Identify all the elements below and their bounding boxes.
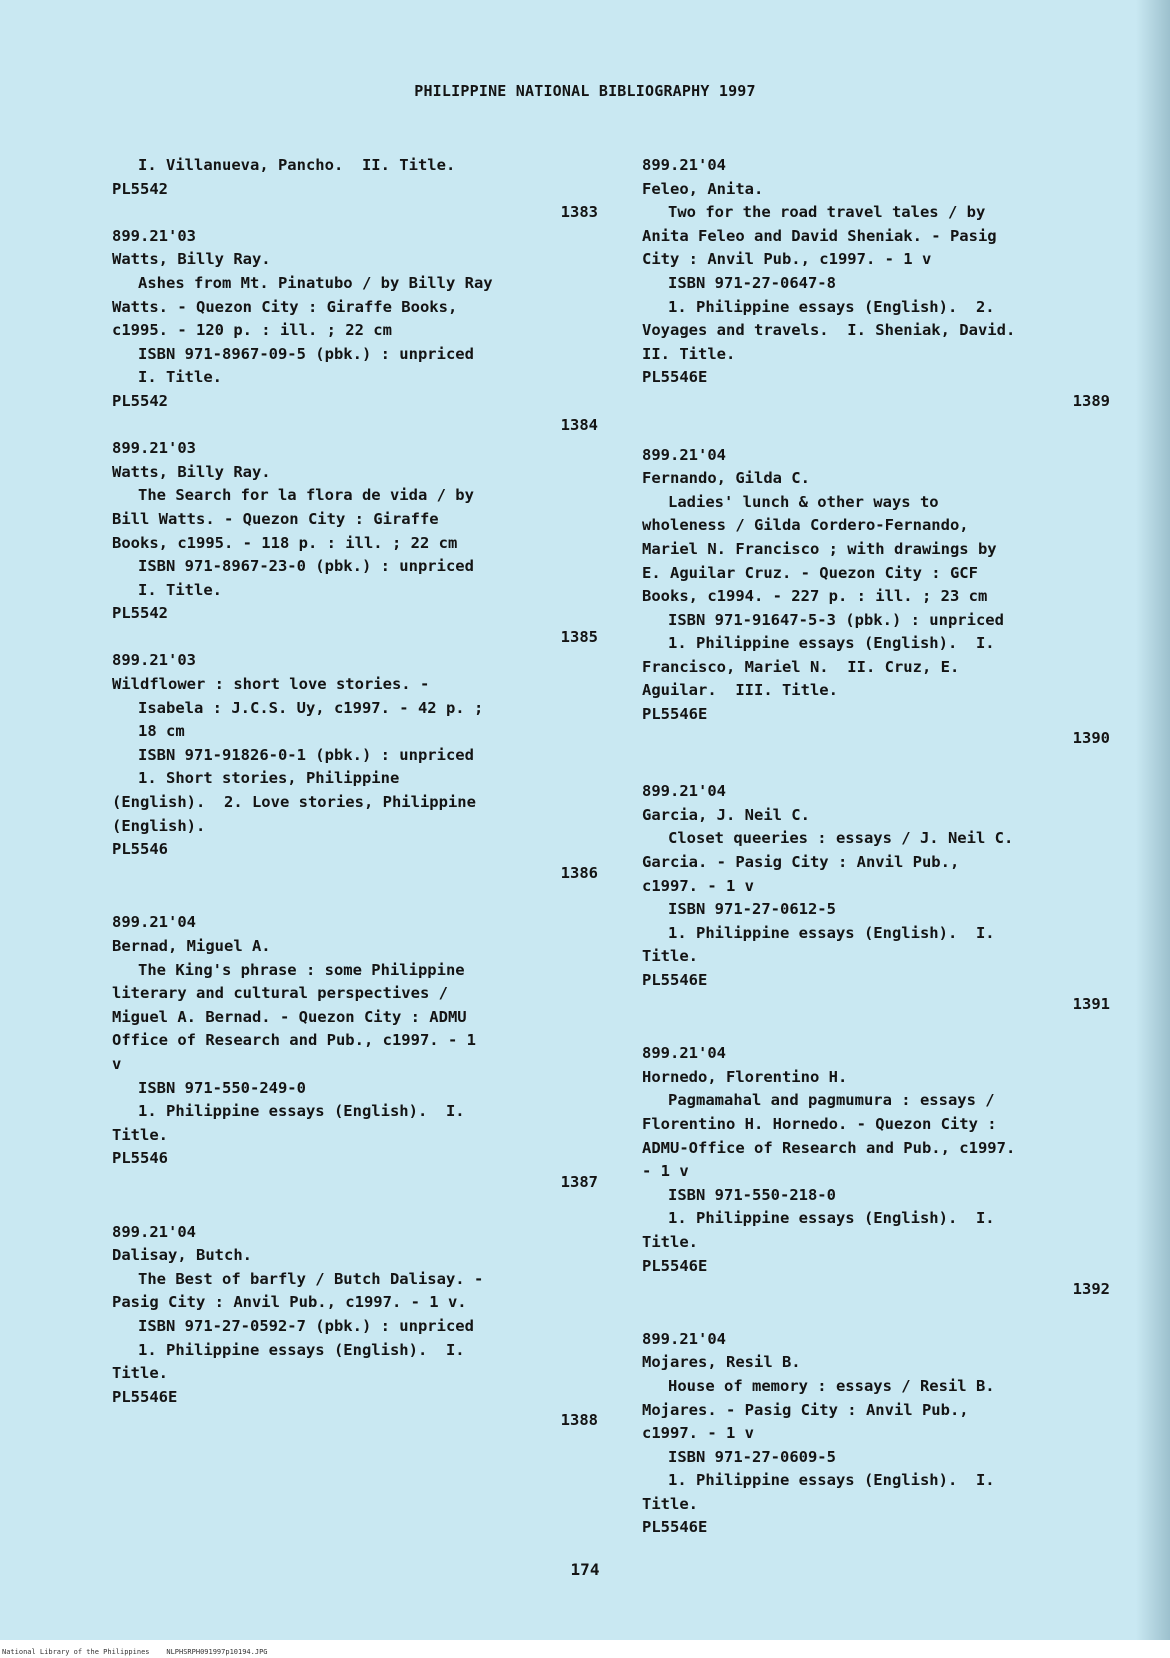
entry-number: 1392 — [1072, 1280, 1110, 1299]
classification: 899.21'04 — [642, 1329, 726, 1348]
entry-1386 — [112, 649, 598, 885]
entry-1390 — [642, 444, 1110, 751]
entry-line: Watts. - Quezon City : Giraffe Books, — [112, 297, 458, 316]
entry-line: Pagmamahal and pagmumura : essays / — [668, 1091, 995, 1110]
entry-line: (English). — [112, 816, 206, 835]
entry-1384 — [112, 225, 598, 437]
call-number: PL5542 — [112, 604, 168, 623]
entry-line: wholeness / Gilda Cordero-Fernando, — [642, 516, 969, 535]
entry-line: Voyages and travels. I. Sheniak, David. — [642, 321, 1016, 340]
entry-line: Francisco, Mariel N. II. Cruz, E. — [642, 657, 960, 676]
page-header: PHILIPPINE NATIONAL BIBLIOGRAPHY 1997 — [414, 82, 756, 100]
entry-line: 18 cm — [138, 722, 185, 741]
spacer — [642, 1016, 1110, 1042]
isbn: ISBN 971-8967-23-0 (pbk.) : unpriced — [138, 557, 474, 576]
entry-1392 — [642, 1042, 1110, 1302]
entry-line: literary and cultural perspectives / — [112, 984, 448, 1003]
isbn: ISBN 971-91647-5-3 (pbk.) : unpriced — [668, 610, 1004, 629]
author: Fernando, Gilda C. — [642, 469, 810, 488]
entry-line: House of memory : essays / Resil B. — [668, 1376, 995, 1395]
call-number: PL5546E — [642, 1518, 708, 1537]
entry-line: Office of Research and Pub., c1997. - 1 — [112, 1031, 476, 1050]
entry-number: 1390 — [1072, 728, 1110, 747]
entry-1385 — [112, 437, 598, 649]
classification: 899.21'04 — [642, 156, 726, 174]
entry-line: E. Aguilar Cruz. - Quezon City : GCF — [642, 563, 978, 582]
author: Hornedo, Florentino H. — [642, 1067, 848, 1086]
entry-line: II. Title. — [642, 344, 736, 363]
spacer — [112, 1195, 598, 1221]
page-edge-shadow — [1136, 0, 1170, 1640]
entry-line: Title. — [642, 1232, 698, 1251]
entry-line: Aguilar. III. Title. — [642, 681, 838, 700]
entry-line: City : Anvil Pub., c1997. - 1 v — [642, 250, 932, 269]
author: Garcia, J. Neil C. — [642, 805, 810, 824]
left-column — [112, 154, 598, 1433]
entry-line: Bill Watts. - Quezon City : Giraffe — [112, 509, 439, 528]
classification: 899.21'04 — [112, 913, 196, 932]
entry-line: 1. Philippine essays (English). I. — [138, 1340, 465, 1359]
entry-number: 1386 — [560, 863, 598, 882]
entry-1391 — [642, 780, 1110, 1016]
call-number: PL5546E — [642, 705, 708, 724]
classification: 899.21'04 — [642, 445, 726, 464]
entry-line: Garcia. - Pasig City : Anvil Pub., — [642, 853, 960, 872]
isbn: ISBN 971-27-0592-7 (pbk.) : unpriced — [138, 1316, 474, 1335]
title-line: Wildflower : short love stories. - — [112, 675, 430, 694]
spacer — [112, 885, 598, 911]
classification: 899.21'04 — [112, 1222, 196, 1241]
author: Feleo, Anita. — [642, 179, 764, 198]
spacer — [642, 1302, 1110, 1328]
entry-number: 1391 — [1072, 994, 1110, 1013]
isbn: ISBN 971-27-0612-5 — [668, 900, 836, 919]
isbn: ISBN 971-91826-0-1 (pbk.) : unpriced — [138, 745, 474, 764]
entry-line: I. Title. — [138, 368, 222, 387]
entry-line: 1. Philippine essays (English). 2. — [668, 297, 995, 316]
entry-line: Title. — [112, 1364, 168, 1383]
entry-line: Closet queeries : essays / J. Neil C. — [668, 829, 1014, 848]
entry-line: Mojares. - Pasig City : Anvil Pub., — [642, 1400, 969, 1419]
entry-line: v — [112, 1054, 122, 1073]
entry-1393 — [642, 1328, 1110, 1540]
spacer — [642, 414, 1110, 444]
entry-number: 1384 — [560, 415, 598, 434]
entry-line: c1997. - 1 v — [642, 1424, 754, 1443]
spacer — [642, 750, 1110, 780]
entry-line: 1. Philippine essays (English). I. — [668, 923, 995, 942]
classification: 899.21'03 — [112, 226, 196, 245]
entry-number: 1385 — [560, 627, 598, 646]
page-number: 174 — [570, 1560, 600, 1579]
entry-line: 1. Philippine essays (English). I. — [668, 1209, 995, 1228]
entry-line: Ladies' lunch & other ways to — [668, 492, 939, 511]
call-number: PL5546E — [642, 971, 708, 989]
entry-1389 — [642, 154, 1110, 414]
entry-line: Title. — [642, 1494, 698, 1513]
author: Mojares, Resil B. — [642, 1353, 801, 1372]
entry-line: (English). 2. Love stories, Philippine — [112, 793, 476, 812]
author: Watts, Billy Ray. — [112, 462, 271, 481]
call-number: PL5546 — [112, 1149, 168, 1168]
entry-line: Books, c1994. - 227 p. : ill. ; 23 cm — [642, 587, 988, 606]
scan-footer-note: National Library of the Philippines NLPHSRPH091997p10194.JPG — [2, 1648, 268, 1656]
isbn: ISBN 971-550-249-0 — [138, 1078, 306, 1097]
entry-line: Title. — [642, 947, 698, 966]
classification: 899.21'03 — [112, 651, 196, 670]
call-number: PL5542 — [112, 179, 168, 198]
entry-line: Ashes from Mt. Pinatubo / by Billy Ray — [138, 273, 493, 292]
entry-line: I. Title. — [138, 580, 222, 599]
entry-line: ADMU-Office of Research and Pub., c1997. — [642, 1138, 1016, 1157]
entry-line: 1. Philippine essays (English). I. — [668, 1471, 995, 1490]
entry-number: 1388 — [560, 1411, 598, 1430]
entry-line: 1. Philippine essays (English). I. — [668, 634, 995, 653]
call-number: PL5546E — [112, 1387, 178, 1406]
entry-line: - 1 v — [642, 1162, 689, 1181]
entry-number: 1383 — [560, 203, 598, 222]
isbn: ISBN 971-27-0609-5 — [668, 1447, 836, 1466]
entry-number: 1387 — [560, 1172, 598, 1191]
entry-line: Miguel A. Bernad. - Quezon City : ADMU — [112, 1007, 467, 1026]
entry-line: c1997. - 1 v — [642, 876, 754, 895]
entry-line: The Search for la flora de vida / by — [138, 486, 474, 505]
isbn: ISBN 971-27-0647-8 — [668, 273, 836, 292]
classification: 899.21'04 — [642, 782, 726, 801]
entry-line: 1. Short stories, Philippine — [138, 769, 400, 788]
entry-line: I. Villanueva, Pancho. II. Title. — [138, 156, 456, 174]
call-number: PL5546E — [642, 368, 708, 387]
entry-line: Florentino H. Hornedo. - Quezon City : — [642, 1114, 997, 1133]
right-column — [642, 154, 1110, 1540]
entry-1388 — [112, 1221, 598, 1433]
author: Dalisay, Butch. — [112, 1246, 252, 1265]
entry-line: Anita Feleo and David Sheniak. - Pasig — [642, 226, 997, 245]
call-number: PL5542 — [112, 391, 168, 410]
call-number: PL5546 — [112, 840, 168, 859]
author: Watts, Billy Ray. — [112, 250, 271, 269]
entry-line: Title. — [112, 1125, 168, 1144]
entry-line: 1. Philippine essays (English). I. — [138, 1102, 465, 1121]
entry-line: Books, c1995. - 118 p. : ill. ; 22 cm — [112, 533, 458, 552]
entry-1387 — [112, 911, 598, 1194]
entry-line: Isabela : J.C.S. Uy, c1997. - 42 p. ; — [138, 698, 484, 717]
entry-number: 1389 — [1072, 391, 1110, 410]
entry-line: The King's phrase : some Philippine — [138, 960, 465, 979]
entry-line: Two for the road travel tales / by — [668, 203, 986, 222]
call-number: PL5546E — [642, 1256, 708, 1275]
isbn: ISBN 971-550-218-0 — [668, 1185, 836, 1204]
entry-1383 — [112, 154, 598, 225]
classification: 899.21'04 — [642, 1044, 726, 1063]
entry-line: Mariel N. Francisco ; with drawings by — [642, 539, 997, 558]
entry-line: The Best of barfly / Butch Dalisay. - — [138, 1269, 484, 1288]
author: Bernad, Miguel A. — [112, 937, 271, 955]
entry-line: c1995. - 120 p. : ill. ; 22 cm — [112, 321, 392, 340]
entry-line: Pasig City : Anvil Pub., c1997. - 1 v. — [112, 1293, 467, 1312]
isbn: ISBN 971-8967-09-5 (pbk.) : unpriced — [138, 344, 474, 363]
classification: 899.21'03 — [112, 439, 196, 458]
scan-footer-strip — [0, 1640, 1170, 1658]
